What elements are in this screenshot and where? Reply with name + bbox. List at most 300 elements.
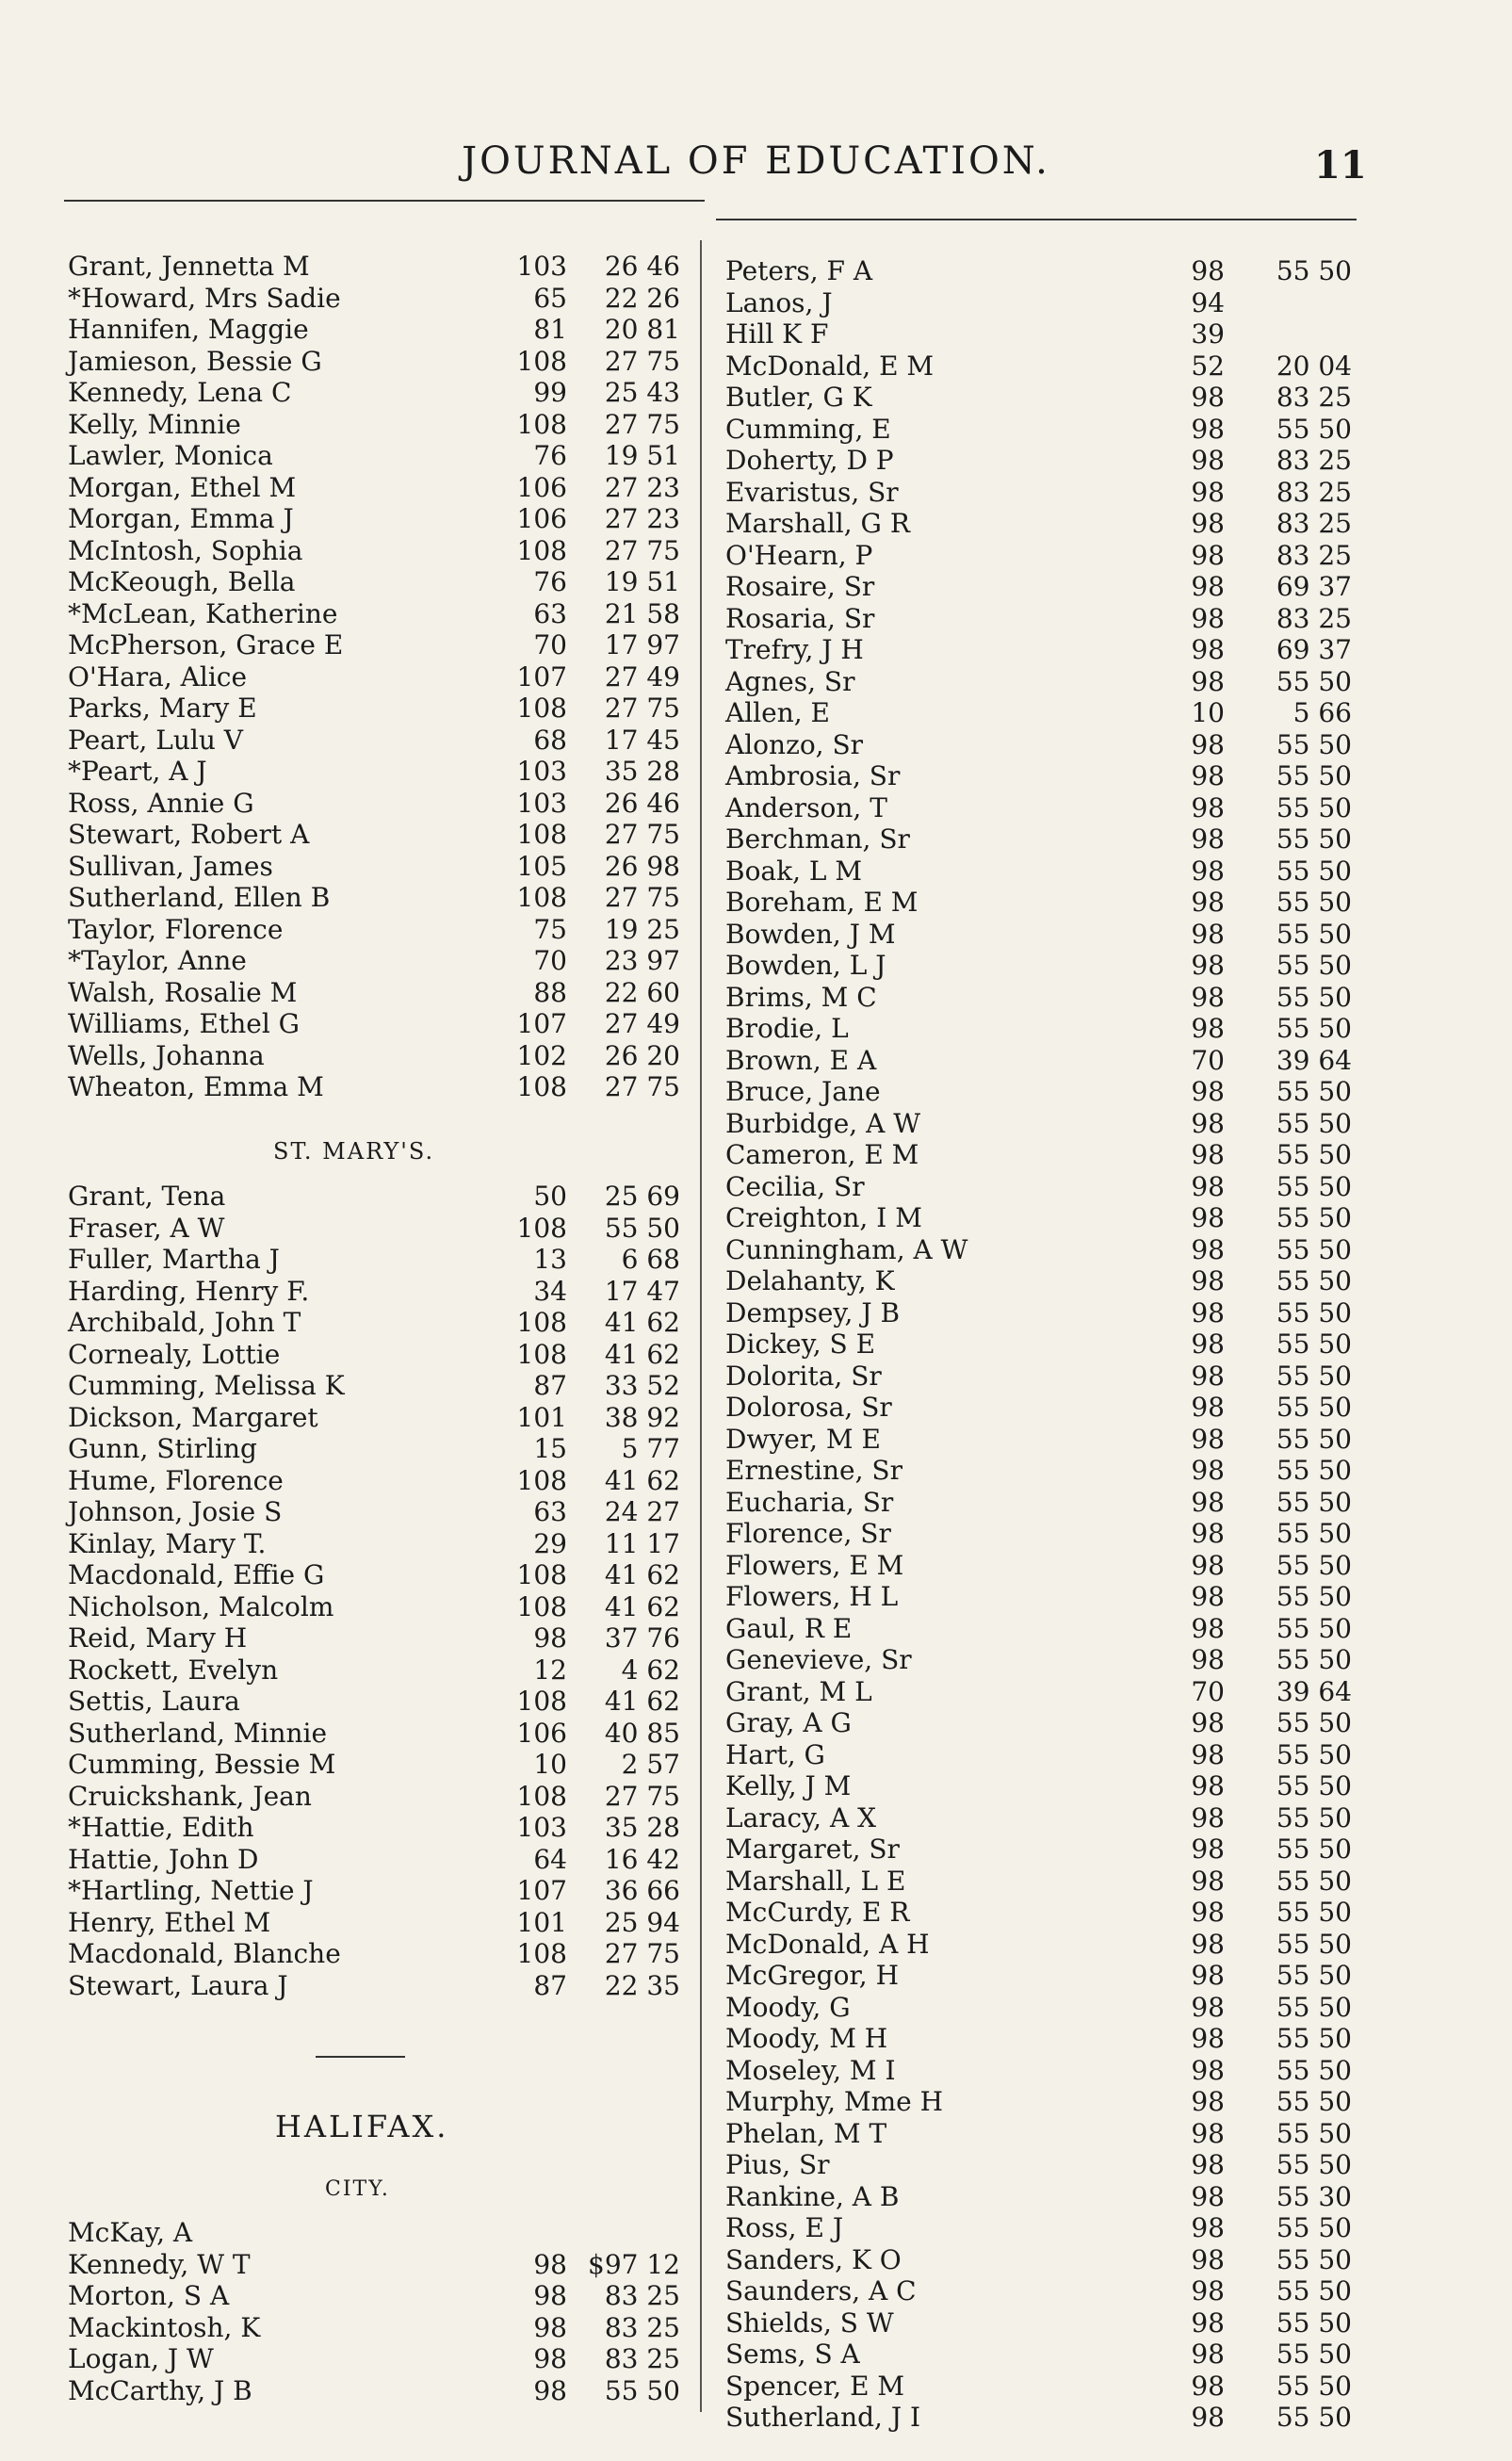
- entry-name: Peart, Lulu V: [68, 724, 244, 756]
- list-item: [68, 440, 680, 472]
- entry-days: 64: [533, 1843, 567, 1875]
- entry-amount: 55 50: [1276, 1202, 1352, 1233]
- entry-days: 63: [533, 597, 567, 629]
- entry-amount: 55 50: [1276, 1233, 1352, 1265]
- entry-name: Sutherland, Minnie: [68, 1717, 328, 1749]
- list-item: [68, 2312, 680, 2344]
- entry-name: Dickson, Margaret: [68, 1401, 318, 1433]
- entry-days: 98: [533, 1622, 567, 1654]
- entry-days: 98: [1191, 1455, 1225, 1486]
- section-heading-halifax: HALIFAX.: [275, 2109, 449, 2144]
- entry-name: Hill K F: [725, 318, 829, 350]
- list-item: [725, 255, 1385, 287]
- entry-amount: 55 50: [1276, 413, 1352, 445]
- entry-name: Reid, Mary H: [68, 1622, 248, 1654]
- entry-amount: 5 66: [1293, 697, 1352, 728]
- entry-days: 98: [1191, 1865, 1225, 1897]
- entry-days: 15: [533, 1433, 567, 1464]
- list-item: [68, 788, 680, 820]
- entry-name: Hannifen, Maggie: [68, 314, 309, 345]
- entry-amount: 27 75: [604, 819, 680, 850]
- entry-name: *Howard, Mrs Sadie: [68, 282, 341, 314]
- entry-name: Bruce, Jane: [725, 1076, 881, 1107]
- section-heading-city: CITY.: [325, 2177, 390, 2201]
- list-item: [68, 661, 680, 693]
- entry-name: Creighton, I M: [725, 1202, 922, 1233]
- entry-amount: 26 98: [604, 850, 680, 882]
- section-rule: [316, 2056, 405, 2058]
- entry-name: Rankine, A B: [725, 2180, 900, 2212]
- list-item: [725, 2149, 1385, 2181]
- entry-amount: 55 50: [1276, 2275, 1352, 2306]
- entry-amount: 55 50: [1276, 1928, 1352, 1960]
- entry-name: Hume, Florence: [68, 1464, 284, 1496]
- entry-days: 108: [516, 408, 567, 440]
- entry-days: 98: [1191, 665, 1225, 697]
- entry-amount: 17 45: [604, 724, 680, 756]
- entry-days: 70: [533, 629, 567, 660]
- entry-days: 98: [1191, 1392, 1225, 1423]
- list-item: [725, 477, 1385, 509]
- entry-days: 98: [533, 2374, 567, 2406]
- entry-amount: 36 66: [604, 1875, 680, 1906]
- entry-days: 108: [516, 882, 567, 913]
- entry-amount: 55 50: [1276, 1865, 1352, 1897]
- entry-days: 98: [1191, 413, 1225, 445]
- entry-amount: 27 75: [604, 1938, 680, 1969]
- header-rule-left: [64, 200, 705, 202]
- entry-days: 98: [1191, 1265, 1225, 1296]
- entry-days: 98: [1191, 1644, 1225, 1675]
- list-item: [725, 445, 1385, 477]
- list-item: [725, 1265, 1385, 1297]
- entry-name: McIntosh, Sophia: [68, 534, 303, 566]
- entry-amount: 27 75: [604, 693, 680, 724]
- list-item: [68, 409, 680, 441]
- entry-days: 50: [533, 1181, 567, 1212]
- entry-name: Kennedy, W T: [68, 2248, 251, 2280]
- entry-days: 101: [516, 1906, 567, 1938]
- entry-name: Cruickshank, Jean: [68, 1780, 312, 1812]
- entry-amount: 39 64: [1276, 1044, 1352, 1076]
- entry-amount: 23 97: [604, 945, 680, 976]
- entry-amount: 55 50: [1276, 2117, 1352, 2149]
- entry-name: McKay, A: [68, 2217, 193, 2248]
- entry-amount: 55 50: [1276, 255, 1352, 286]
- page-number: 11: [1314, 143, 1367, 187]
- list-item: [68, 1040, 680, 1072]
- entry-name: Bowden, J M: [725, 918, 896, 950]
- entry-name: Cumming, Bessie M: [68, 1749, 336, 1780]
- list-item: [68, 1276, 680, 1308]
- entry-days: 98: [1191, 1612, 1225, 1644]
- list-item: [68, 1370, 680, 1402]
- entry-days: 98: [533, 2311, 567, 2343]
- entry-name: Spencer, E M: [725, 2370, 905, 2402]
- list-item: [68, 1244, 680, 1276]
- entry-amount: 55 50: [1276, 1265, 1352, 1296]
- list-item: [725, 2402, 1385, 2434]
- entry-days: 98: [1191, 1897, 1225, 1928]
- entry-amount: 55 50: [1276, 2149, 1352, 2180]
- entry-name: Butler, G K: [725, 382, 872, 413]
- entry-amount: 55 50: [1276, 2243, 1352, 2275]
- list-left-st-marys: [68, 1181, 680, 2001]
- entry-name: Cecilia, Sr: [725, 1170, 865, 1202]
- entry-days: 108: [516, 534, 567, 566]
- entry-days: 81: [533, 314, 567, 345]
- list-item: [725, 729, 1385, 761]
- entry-name: Boreham, E M: [725, 887, 919, 918]
- entry-name: McCurdy, E R: [725, 1897, 910, 1928]
- entry-name: Flowers, H L: [725, 1581, 899, 1612]
- list-item: [725, 1361, 1385, 1393]
- entry-amount: 55 50: [1276, 1834, 1352, 1865]
- entry-name: Cunningham, A W: [725, 1233, 968, 1265]
- entry-name: Marshall, G R: [725, 508, 910, 539]
- entry-days: 94: [1191, 286, 1225, 318]
- entry-name: Mackintosh, K: [68, 2311, 261, 2343]
- list-item: [68, 535, 680, 567]
- entry-days: 63: [533, 1496, 567, 1527]
- list-item: [725, 2181, 1385, 2213]
- entry-days: 65: [533, 282, 567, 314]
- entry-name: Grant, Jennetta M: [68, 251, 310, 282]
- entry-days: 10: [1191, 697, 1225, 728]
- entry-name: Trefry, J H: [725, 634, 864, 665]
- entry-name: Hart, G: [725, 1738, 825, 1770]
- entry-amount: 27 75: [604, 1071, 680, 1102]
- entry-name: Cameron, E M: [725, 1139, 919, 1170]
- entry-name: Parks, Mary E: [68, 693, 257, 724]
- list-item: [68, 1938, 680, 1970]
- entry-amount: 41 62: [604, 1559, 680, 1590]
- list-item: [68, 377, 680, 409]
- entry-days: 98: [1191, 1928, 1225, 1960]
- entry-amount: 55 50: [1276, 1770, 1352, 1801]
- entry-amount: 55 50: [1276, 1644, 1352, 1675]
- entry-amount: 20 81: [604, 314, 680, 345]
- entry-days: 98: [1191, 1013, 1225, 1044]
- entry-name: Margaret, Sr: [725, 1834, 900, 1865]
- entry-name: Moseley, M I: [725, 2054, 896, 2086]
- entry-name: Gray, A G: [725, 1707, 852, 1738]
- list-item: [725, 887, 1385, 919]
- list-item: [725, 634, 1385, 666]
- entry-amount: 69 37: [1276, 634, 1352, 665]
- entry-amount: 25 94: [604, 1906, 680, 1938]
- entry-amount: 19 25: [604, 913, 680, 945]
- list-item: [725, 823, 1385, 856]
- entry-days: 98: [1191, 918, 1225, 950]
- entry-days: 70: [1191, 1675, 1225, 1707]
- list-item: [68, 2375, 680, 2407]
- entry-days: 108: [516, 1590, 567, 1622]
- entry-amount: 55 50: [1276, 1392, 1352, 1423]
- entry-days: 98: [1191, 791, 1225, 823]
- entry-name: Burbidge, A W: [725, 1107, 920, 1139]
- entry-amount: 55 50: [1276, 1455, 1352, 1486]
- entry-days: 103: [516, 787, 567, 819]
- list-item: [68, 503, 680, 535]
- list-item: [725, 350, 1385, 383]
- entry-amount: 55 50: [1276, 950, 1352, 981]
- entry-days: 105: [516, 850, 567, 882]
- entry-name: Ambrosia, Sr: [725, 760, 901, 791]
- entry-days: 87: [533, 1370, 567, 1401]
- entry-days: 70: [1191, 1044, 1225, 1076]
- list-item: [725, 571, 1385, 603]
- entry-amount: 40 85: [604, 1717, 680, 1749]
- entry-name: Dwyer, M E: [725, 1423, 881, 1455]
- entry-name: Jamieson, Bessie G: [68, 345, 322, 377]
- entry-days: 98: [1191, 1834, 1225, 1865]
- entry-name: Dolorosa, Sr: [725, 1392, 892, 1423]
- entry-name: Marshall, L E: [725, 1865, 906, 1897]
- entry-name: McDonald, A H: [725, 1928, 930, 1960]
- entry-name: Murphy, Mme H: [725, 2086, 944, 2117]
- entry-name: Gunn, Stirling: [68, 1433, 257, 1464]
- entry-days: 98: [533, 2248, 567, 2280]
- entry-name: Doherty, D P: [725, 445, 894, 476]
- entry-days: 106: [516, 503, 567, 534]
- list-item: [725, 856, 1385, 888]
- entry-amount: 26 46: [604, 787, 680, 819]
- entry-name: Agnes, Sr: [725, 665, 855, 697]
- entry-name: McDonald, E M: [725, 350, 935, 382]
- list-item: [725, 1234, 1385, 1266]
- list-item: [68, 1812, 680, 1844]
- entry-name: Settis, Laura: [68, 1686, 240, 1717]
- entry-days: 98: [1191, 981, 1225, 1013]
- list-item: [725, 1297, 1385, 1329]
- list-item: [68, 1907, 680, 1939]
- entry-amount: 55 50: [1276, 2086, 1352, 2117]
- entry-name: Morgan, Ethel M: [68, 471, 297, 503]
- entry-name: Williams, Ethel G: [68, 1008, 301, 1039]
- list-item: [725, 2118, 1385, 2150]
- list-item: [68, 2280, 680, 2312]
- list-item: [725, 1644, 1385, 1676]
- entry-amount: 27 75: [604, 345, 680, 377]
- entry-days: 98: [1191, 887, 1225, 918]
- entry-days: 107: [516, 1875, 567, 1906]
- list-item: [725, 950, 1385, 982]
- list-item: [725, 1076, 1385, 1108]
- entry-name: Genevieve, Sr: [725, 1644, 912, 1675]
- list-item: [68, 1622, 680, 1654]
- entry-days: 98: [533, 2280, 567, 2311]
- list-item: [68, 472, 680, 504]
- list-item: [725, 1866, 1385, 1898]
- entry-days: 98: [1191, 2086, 1225, 2117]
- entry-days: 98: [1191, 382, 1225, 413]
- entry-amount: 55 50: [1276, 1612, 1352, 1644]
- entry-days: 98: [1191, 1801, 1225, 1834]
- entry-amount: 55 50: [1276, 887, 1352, 918]
- list-item: [68, 314, 680, 346]
- list-item: [68, 1339, 680, 1371]
- list-item: [725, 1770, 1385, 1802]
- entry-name: Dolorita, Sr: [725, 1360, 882, 1392]
- entry-days: 98: [533, 2343, 567, 2374]
- entry-name: Wells, Johanna: [68, 1039, 265, 1071]
- entry-days: 102: [516, 1039, 567, 1071]
- list-item: [725, 1328, 1385, 1361]
- entry-amount: 55 50: [1276, 1581, 1352, 1612]
- column-divider: [700, 240, 702, 2412]
- entry-name: Sems, S A: [725, 2339, 860, 2370]
- entry-days: 98: [1191, 539, 1225, 571]
- entry-days: 98: [1191, 1770, 1225, 1801]
- list-item: [725, 1392, 1385, 1424]
- entry-days: 98: [1191, 445, 1225, 476]
- entry-days: 98: [1191, 1518, 1225, 1549]
- entry-name: McCarthy, J B: [68, 2374, 252, 2406]
- entry-amount: 55 50: [1276, 2023, 1352, 2054]
- entry-amount: 38 92: [604, 1401, 680, 1433]
- list-item: [725, 2055, 1385, 2087]
- entry-name: Lanos, J: [725, 286, 833, 318]
- entry-name: Ernestine, Sr: [725, 1455, 902, 1486]
- entry-name: Rosaire, Sr: [725, 571, 875, 602]
- entry-name: Brims, M C: [725, 981, 877, 1013]
- entry-amount: 83 25: [1276, 382, 1352, 413]
- entry-name: Morton, S A: [68, 2280, 230, 2311]
- list-item: [68, 2217, 680, 2249]
- entry-name: Bowden, L J: [725, 950, 886, 981]
- entry-amount: 55 50: [1276, 728, 1352, 760]
- entry-days: 106: [516, 471, 567, 503]
- entry-name: Archibald, John T: [68, 1307, 301, 1338]
- list-item: [68, 1071, 680, 1103]
- entry-days: 98: [1191, 2339, 1225, 2370]
- entry-name: *McLean, Katherine: [68, 597, 338, 629]
- entry-name: Saunders, A C: [725, 2275, 917, 2306]
- entry-days: 98: [1191, 1707, 1225, 1738]
- entry-name: McKeough, Bella: [68, 566, 296, 597]
- list-item: [68, 693, 680, 725]
- entry-amount: 11 17: [604, 1527, 680, 1559]
- entry-amount: 25 43: [604, 377, 680, 408]
- entry-name: Brodie, L: [725, 1013, 849, 1044]
- entry-days: 98: [1191, 2212, 1225, 2243]
- entry-amount: 27 75: [604, 408, 680, 440]
- entry-name: Dickey, S E: [725, 1328, 876, 1360]
- entry-days: 108: [516, 1307, 567, 1338]
- entry-amount: 41 62: [604, 1307, 680, 1338]
- entry-days: 98: [1191, 2117, 1225, 2149]
- entry-name: Moody, G: [725, 1991, 851, 2023]
- entry-name: Kelly, J M: [725, 1770, 852, 1801]
- list-item: [725, 2275, 1385, 2307]
- entry-amount: 55 50: [1276, 1960, 1352, 1991]
- entry-days: 98: [1191, 1738, 1225, 1770]
- list-item: [68, 283, 680, 315]
- entry-name: Shields, S W: [725, 2306, 894, 2339]
- entry-amount: 24 27: [604, 1496, 680, 1527]
- entry-amount: 19 51: [604, 566, 680, 597]
- entry-days: 98: [1191, 1170, 1225, 1202]
- list-item: [725, 414, 1385, 446]
- list-item: [68, 1213, 680, 1245]
- entry-days: 12: [533, 1654, 567, 1686]
- list-item: [68, 1686, 680, 1718]
- entry-days: 103: [516, 1812, 567, 1843]
- entry-amount: 26 46: [604, 251, 680, 282]
- entry-amount: 55 50: [1276, 2306, 1352, 2339]
- entry-amount: 55 50: [1276, 2054, 1352, 2086]
- entry-amount: $97 12: [588, 2248, 680, 2280]
- entry-name: Anderson, T: [725, 791, 887, 823]
- list-right: [725, 255, 1385, 2434]
- entry-name: *Hattie, Edith: [68, 1812, 254, 1843]
- list-item: [725, 1202, 1385, 1234]
- entry-amount: 55 50: [1276, 1486, 1352, 1518]
- entry-days: 103: [516, 756, 567, 787]
- entry-name: *Hartling, Nettie J: [68, 1875, 314, 1906]
- entry-days: 98: [1191, 2149, 1225, 2180]
- entry-days: 98: [1191, 508, 1225, 539]
- list-item: [68, 598, 680, 630]
- entry-name: Walsh, Rosalie M: [68, 976, 298, 1008]
- list-item: [68, 1844, 680, 1876]
- list-left-top: [68, 251, 680, 1103]
- list-item: [725, 1013, 1385, 1045]
- list-item: [68, 346, 680, 378]
- entry-name: Sutherland, Ellen B: [68, 882, 331, 913]
- list-item: [68, 1970, 680, 2002]
- list-item: [725, 1676, 1385, 1708]
- entry-amount: 5 77: [621, 1433, 680, 1464]
- entry-amount: 35 28: [604, 1812, 680, 1843]
- entry-name: Lawler, Monica: [68, 440, 273, 471]
- list-item: [68, 1559, 680, 1591]
- entry-amount: 22 26: [604, 282, 680, 314]
- entry-amount: 55 50: [1276, 1013, 1352, 1044]
- entry-name: O'Hearn, P: [725, 539, 873, 571]
- entry-name: Hattie, John D: [68, 1843, 259, 1875]
- entry-name: Harding, Henry F.: [68, 1275, 310, 1307]
- entry-name: Wheaton, Emma M: [68, 1071, 324, 1102]
- list-item: [725, 1424, 1385, 1456]
- entry-name: Alonzo, Sr: [725, 728, 864, 760]
- entry-name: Gaul, R E: [725, 1612, 853, 1644]
- entry-name: Cumming, E: [725, 413, 891, 445]
- entry-days: 29: [533, 1527, 567, 1559]
- entry-name: Rockett, Evelyn: [68, 1654, 279, 1686]
- list-item: [725, 1613, 1385, 1645]
- entry-name: Macdonald, Blanche: [68, 1938, 341, 1969]
- entry-days: 107: [516, 660, 567, 693]
- entry-amount: 26 20: [604, 1039, 680, 1071]
- list-item: [68, 756, 680, 788]
- list-item: [725, 1834, 1385, 1866]
- entry-name: Fraser, A W: [68, 1212, 225, 1244]
- entry-name: Dempsey, J B: [725, 1296, 901, 1328]
- entry-name: Pius, Sr: [725, 2149, 830, 2180]
- list-item: [725, 919, 1385, 951]
- list-item: [68, 2343, 680, 2375]
- list-item: [68, 914, 680, 946]
- entry-name: Grant, Tena: [68, 1181, 226, 1212]
- entry-days: 98: [1191, 1202, 1225, 1233]
- entry-name: Flowers, E M: [725, 1549, 904, 1581]
- entry-name: McPherson, Grace E: [68, 629, 344, 660]
- entry-days: 39: [1191, 318, 1225, 350]
- list-item: [725, 382, 1385, 414]
- entry-amount: 16 42: [604, 1843, 680, 1875]
